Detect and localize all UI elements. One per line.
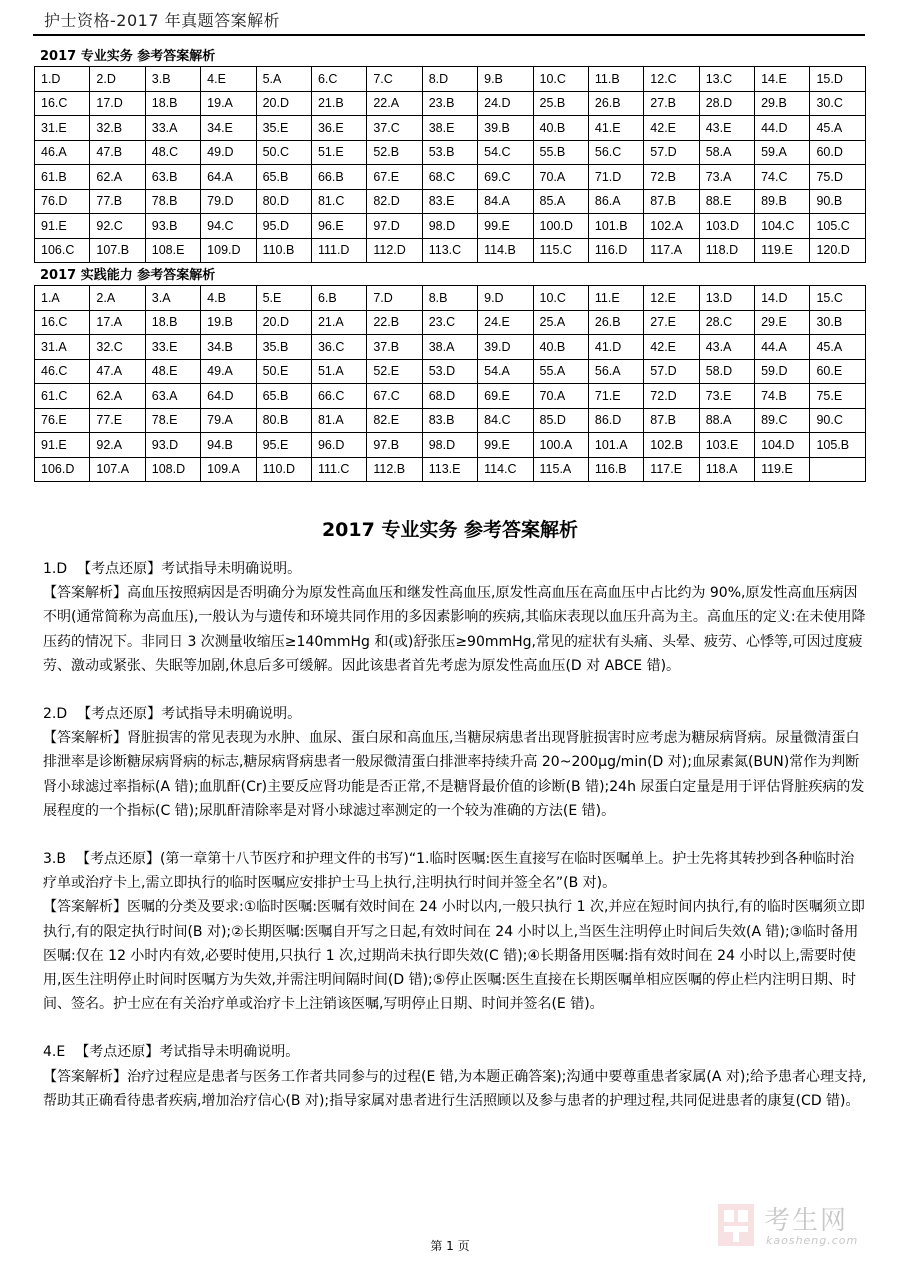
answer-cell: 54.A bbox=[478, 359, 533, 384]
entry-origin: 【考点还原】考试指导未明确说明。 bbox=[77, 706, 302, 723]
answer-cell: 67.E bbox=[367, 165, 422, 190]
answer-cell: 42.E bbox=[644, 335, 699, 360]
answer-cell: 15.C bbox=[810, 286, 866, 311]
answer-cell: 82.E bbox=[367, 408, 422, 433]
answer-cell: 36.C bbox=[311, 335, 366, 360]
entry-analysis: 【答案解析】医嘱的分类及要求:①临时医嘱:医嘱有效时间在 24 小时以内,一般只执行 1 次,并应在短时间内执行,有的临时医嘱须立即执行,有的限定执行时间(B 对);②长期医嘱:医嘱自开写之日起,有效时间在 24 小时以上,当医生注明停止时间后失效(A 错);③临时备用医嘱:仅在 12 小时内有效,必要时使用,只执行 1 次,过期尚未执行即失效(C 错);④长期备用医嘱:指有效时间在 24 小时以上,需要时使用,医生注明停止时间时医嘱方为失效,并需注明间隔时间(D 错);⑤停止医嘱:医生直接在长期医嘱单相应医嘱的停止栏内注明日期、时间、签名。护士应在有关治疗单或治疗卡上注销该医嘱,写明停止日期、时间并签名(E 错)。 bbox=[43, 899, 865, 1013]
answer-cell: 49.A bbox=[201, 359, 256, 384]
answer-cell: 31.A bbox=[35, 335, 90, 360]
answer-cell: 97.B bbox=[367, 433, 422, 458]
answer-cell: 57.D bbox=[644, 359, 699, 384]
answer-cell: 119.E bbox=[755, 457, 810, 482]
answer-cell: 34.E bbox=[201, 116, 256, 141]
answer-cell: 11.E bbox=[588, 286, 643, 311]
table-2-heading: 2017 实践能力 参考答案解析 bbox=[40, 268, 216, 283]
answer-cell: 86.D bbox=[588, 408, 643, 433]
answer-cell: 105.B bbox=[810, 433, 866, 458]
document-header-title: 护士资格-2017 年真题答案解析 bbox=[44, 11, 281, 30]
answer-cell: 4.E bbox=[201, 67, 256, 92]
entry-label: 4.E bbox=[43, 1044, 66, 1061]
answer-cell: 51.E bbox=[311, 140, 366, 165]
entry-origin-line bbox=[43, 1040, 867, 1064]
answer-cell: 59.D bbox=[755, 359, 810, 384]
answer-cell: 91.E bbox=[35, 214, 90, 239]
answer-cell: 1.D bbox=[35, 67, 90, 92]
answer-cell: 88.A bbox=[699, 408, 754, 433]
table-row bbox=[35, 67, 866, 92]
answer-cell: 18.B bbox=[145, 91, 200, 116]
answer-cell: 5.A bbox=[256, 67, 311, 92]
answer-cell: 28.D bbox=[699, 91, 754, 116]
answer-cell: 72.B bbox=[644, 165, 699, 190]
answer-cell: 49.D bbox=[201, 140, 256, 165]
answer-cell: 86.A bbox=[588, 189, 643, 214]
answer-cell: 65.B bbox=[256, 384, 311, 409]
answer-cell: 50.E bbox=[256, 359, 311, 384]
answer-cell: 102.B bbox=[644, 433, 699, 458]
table-row bbox=[35, 335, 866, 360]
answer-cell: 110.D bbox=[256, 457, 311, 482]
answer-cell: 77.B bbox=[90, 189, 145, 214]
answer-cell: 120.D bbox=[810, 238, 866, 263]
answer-cell: 9.D bbox=[478, 286, 533, 311]
answer-cell: 23.B bbox=[422, 91, 477, 116]
answer-cell: 78.B bbox=[145, 189, 200, 214]
answer-cell: 89.B bbox=[755, 189, 810, 214]
answer-cell: 71.E bbox=[588, 384, 643, 409]
answer-cell: 115.A bbox=[533, 457, 588, 482]
answer-cell: 52.E bbox=[367, 359, 422, 384]
answer-cell: 84.C bbox=[478, 408, 533, 433]
answer-cell: 42.E bbox=[644, 116, 699, 141]
explanation-entry-1 bbox=[43, 557, 867, 678]
answer-cell: 79.A bbox=[201, 408, 256, 433]
answer-cell: 76.E bbox=[35, 408, 90, 433]
answer-cell: 4.B bbox=[201, 286, 256, 311]
answer-cell: 111.C bbox=[311, 457, 366, 482]
answer-cell: 50.C bbox=[256, 140, 311, 165]
answer-cell: 22.A bbox=[367, 91, 422, 116]
answer-cell: 96.E bbox=[311, 214, 366, 239]
answer-cell: 47.B bbox=[90, 140, 145, 165]
answer-cell: 74.B bbox=[755, 384, 810, 409]
answer-cell: 28.C bbox=[699, 310, 754, 335]
answer-cell: 47.A bbox=[90, 359, 145, 384]
answer-cell: 89.C bbox=[755, 408, 810, 433]
answer-cell: 104.C bbox=[755, 214, 810, 239]
table-row bbox=[35, 165, 866, 190]
answer-table-professional-practice bbox=[34, 66, 866, 263]
answer-cell: 16.C bbox=[35, 91, 90, 116]
answer-cell: 84.A bbox=[478, 189, 533, 214]
table-row bbox=[35, 286, 866, 311]
watermark bbox=[716, 1200, 886, 1256]
explanation-entry-3 bbox=[43, 847, 867, 1016]
answer-cell: 80.B bbox=[256, 408, 311, 433]
answer-cell: 14.E bbox=[755, 67, 810, 92]
table-row bbox=[35, 359, 866, 384]
answer-cell: 112.D bbox=[367, 238, 422, 263]
table-row bbox=[35, 408, 866, 433]
answer-cell: 72.D bbox=[644, 384, 699, 409]
answer-cell: 39.B bbox=[478, 116, 533, 141]
answer-cell: 27.B bbox=[644, 91, 699, 116]
entry-origin: 【考点还原】考试指导未明确说明。 bbox=[75, 1044, 300, 1061]
answer-cell: 98.D bbox=[422, 214, 477, 239]
answer-cell: 60.E bbox=[810, 359, 866, 384]
answer-cell: 87.B bbox=[644, 189, 699, 214]
answer-cell: 21.B bbox=[311, 91, 366, 116]
answer-cell: 83.E bbox=[422, 189, 477, 214]
answer-cell: 40.B bbox=[533, 116, 588, 141]
section-title: 2017 专业实务 参考答案解析 bbox=[321, 519, 579, 541]
answer-cell: 14.D bbox=[755, 286, 810, 311]
entry-analysis: 【答案解析】高血压按照病因是否明确分为原发性高血压和继发性高血压,原发性高血压在高血压中占比约为 90%,原发性高血压病因不明(通常简称为高血压),一般认为与遗传和环境共同作用的多因素影响的疾病,其临床表现以血压升高为主。高血压的定义:在未使用降压药的情况下。非同日 3 次测量收缩压≥140mmHg 和(或)舒张压≥90mmHg,常见的症状有头痛、头晕、疲劳、心悸等,可因过度疲劳、激动或紧张、失眠等加剧,休息后多可缓解。因此该患者首先考虑为原发性高血压(D 对 ABCE 错)。 bbox=[43, 585, 866, 674]
answer-cell: 117.E bbox=[644, 457, 699, 482]
watermark-subtext: kaosheng.com bbox=[766, 1234, 859, 1247]
answer-cell: 53.D bbox=[422, 359, 477, 384]
answer-cell: 3.A bbox=[145, 286, 200, 311]
answer-cell: 37.C bbox=[367, 116, 422, 141]
answer-cell: 103.E bbox=[699, 433, 754, 458]
answer-cell: 17.D bbox=[90, 91, 145, 116]
answer-cell: 82.D bbox=[367, 189, 422, 214]
answer-cell: 96.D bbox=[311, 433, 366, 458]
answer-cell: 83.B bbox=[422, 408, 477, 433]
watermark-logo-icon bbox=[716, 1202, 756, 1248]
answer-cell: 102.A bbox=[644, 214, 699, 239]
answer-cell: 13.D bbox=[699, 286, 754, 311]
answer-cell: 101.A bbox=[588, 433, 643, 458]
answer-cell: 64.D bbox=[201, 384, 256, 409]
entry-origin-line bbox=[43, 702, 867, 726]
answer-cell: 19.A bbox=[201, 91, 256, 116]
answer-cell: 46.A bbox=[35, 140, 90, 165]
answer-cell: 118.D bbox=[699, 238, 754, 263]
answer-cell: 33.E bbox=[145, 335, 200, 360]
answer-cell: 20.D bbox=[256, 310, 311, 335]
answer-cell: 11.B bbox=[588, 67, 643, 92]
answer-cell: 56.C bbox=[588, 140, 643, 165]
answer-cell: 8.B bbox=[422, 286, 477, 311]
answer-cell: 87.B bbox=[644, 408, 699, 433]
answer-cell: 93.B bbox=[145, 214, 200, 239]
answer-cell: 2.A bbox=[90, 286, 145, 311]
answer-cell: 62.A bbox=[90, 165, 145, 190]
answer-cell: 71.D bbox=[588, 165, 643, 190]
answer-cell: 69.C bbox=[478, 165, 533, 190]
answer-cell: 18.B bbox=[145, 310, 200, 335]
table-row bbox=[35, 189, 866, 214]
answer-cell: 22.B bbox=[367, 310, 422, 335]
table-row bbox=[35, 140, 866, 165]
answer-cell: 61.C bbox=[35, 384, 90, 409]
answer-cell: 79.D bbox=[201, 189, 256, 214]
answer-cell: 62.A bbox=[90, 384, 145, 409]
answer-cell: 6.C bbox=[311, 67, 366, 92]
answer-cell: 90.C bbox=[810, 408, 866, 433]
answer-cell: 54.C bbox=[478, 140, 533, 165]
answer-cell: 39.D bbox=[478, 335, 533, 360]
answer-cell: 69.E bbox=[478, 384, 533, 409]
answer-cell: 63.B bbox=[145, 165, 200, 190]
answer-cell: 105.C bbox=[810, 214, 866, 239]
answer-cell: 92.C bbox=[90, 214, 145, 239]
answer-cell: 75.D bbox=[810, 165, 866, 190]
answer-cell: 12.E bbox=[644, 286, 699, 311]
answer-cell: 85.A bbox=[533, 189, 588, 214]
answer-cell: 100.D bbox=[533, 214, 588, 239]
answer-cell: 23.C bbox=[422, 310, 477, 335]
table-row bbox=[35, 433, 866, 458]
answer-cell: 116.D bbox=[588, 238, 643, 263]
answer-cell: 55.B bbox=[533, 140, 588, 165]
answer-cell: 70.A bbox=[533, 384, 588, 409]
answer-cell: 107.A bbox=[90, 457, 145, 482]
explanation-entry-2 bbox=[43, 702, 867, 823]
entry-origin: 【考点还原】(第一章第十八节医疗和护理文件的书写)“1.临时医嘱:医生直接写在临时医嘱单上。护士先将其转抄到各种临时治疗单或治疗卡上,需立即执行的临时医嘱应安排护士马上执行,注明执行时间并签全名”(B 对)。 bbox=[43, 851, 855, 892]
answer-cell: 35.E bbox=[256, 116, 311, 141]
answer-cell: 73.E bbox=[699, 384, 754, 409]
answer-cell: 65.B bbox=[256, 165, 311, 190]
answer-cell: 3.B bbox=[145, 67, 200, 92]
answer-cell: 99.E bbox=[478, 214, 533, 239]
answer-cell: 80.D bbox=[256, 189, 311, 214]
answer-cell: 17.A bbox=[90, 310, 145, 335]
answer-cell: 34.B bbox=[201, 335, 256, 360]
answer-cell: 33.A bbox=[145, 116, 200, 141]
answer-cell: 90.B bbox=[810, 189, 866, 214]
answer-cell: 6.B bbox=[311, 286, 366, 311]
answer-cell: 21.A bbox=[311, 310, 366, 335]
answer-cell: 106.D bbox=[35, 457, 90, 482]
answer-cell: 97.D bbox=[367, 214, 422, 239]
answer-cell: 114.C bbox=[478, 457, 533, 482]
answer-cell: 81.A bbox=[311, 408, 366, 433]
answer-cell: 45.A bbox=[810, 335, 866, 360]
answer-cell: 118.A bbox=[699, 457, 754, 482]
header-divider bbox=[33, 34, 865, 36]
answer-cell: 70.A bbox=[533, 165, 588, 190]
answer-cell: 24.D bbox=[478, 91, 533, 116]
answer-cell: 111.D bbox=[311, 238, 366, 263]
answer-cell: 104.D bbox=[755, 433, 810, 458]
answer-cell: 41.D bbox=[588, 335, 643, 360]
answer-cell: 56.A bbox=[588, 359, 643, 384]
answer-cell: 10.C bbox=[533, 286, 588, 311]
answer-cell: 88.E bbox=[699, 189, 754, 214]
answer-cell: 2.D bbox=[90, 67, 145, 92]
answer-cell: 16.C bbox=[35, 310, 90, 335]
answer-cell: 57.D bbox=[644, 140, 699, 165]
entry-origin: 【考点还原】考试指导未明确说明。 bbox=[77, 561, 302, 577]
answer-cell: 53.B bbox=[422, 140, 477, 165]
answer-cell: 66.B bbox=[311, 165, 366, 190]
answer-cell: 68.C bbox=[422, 165, 477, 190]
entry-origin-line bbox=[43, 557, 867, 581]
answer-explanations bbox=[43, 557, 867, 1113]
answer-cell: 37.B bbox=[367, 335, 422, 360]
answer-cell: 103.D bbox=[699, 214, 754, 239]
entry-label: 3.B bbox=[43, 851, 66, 868]
answer-cell: 52.B bbox=[367, 140, 422, 165]
answer-cell: 85.D bbox=[533, 408, 588, 433]
answer-cell: 101.B bbox=[588, 214, 643, 239]
answer-cell: 107.B bbox=[90, 238, 145, 263]
answer-cell: 58.A bbox=[699, 140, 754, 165]
answer-cell: 73.A bbox=[699, 165, 754, 190]
answer-cell: 60.D bbox=[810, 140, 866, 165]
answer-cell: 44.A bbox=[755, 335, 810, 360]
answer-cell: 41.E bbox=[588, 116, 643, 141]
answer-cell: 117.A bbox=[644, 238, 699, 263]
answer-cell: 51.A bbox=[311, 359, 366, 384]
entry-label: 1.D bbox=[43, 561, 68, 577]
answer-cell: 58.D bbox=[699, 359, 754, 384]
table-row bbox=[35, 457, 866, 482]
entry-label: 2.D bbox=[43, 706, 68, 723]
answer-cell: 20.D bbox=[256, 91, 311, 116]
answer-cell: 59.A bbox=[755, 140, 810, 165]
answer-cell: 93.D bbox=[145, 433, 200, 458]
answer-cell: 44.D bbox=[755, 116, 810, 141]
answer-cell: 48.C bbox=[145, 140, 200, 165]
table-row bbox=[35, 384, 866, 409]
answer-cell: 1.A bbox=[35, 286, 90, 311]
answer-cell: 25.B bbox=[533, 91, 588, 116]
answer-cell bbox=[810, 457, 866, 482]
answer-cell: 74.C bbox=[755, 165, 810, 190]
answer-cell: 43.A bbox=[699, 335, 754, 360]
answer-cell: 29.B bbox=[755, 91, 810, 116]
answer-cell: 94.C bbox=[201, 214, 256, 239]
answer-cell: 95.E bbox=[256, 433, 311, 458]
answer-cell: 64.A bbox=[201, 165, 256, 190]
answer-cell: 68.D bbox=[422, 384, 477, 409]
answer-cell: 114.B bbox=[478, 238, 533, 263]
answer-cell: 61.B bbox=[35, 165, 90, 190]
answer-cell: 19.B bbox=[201, 310, 256, 335]
answer-cell: 48.E bbox=[145, 359, 200, 384]
answer-cell: 30.B bbox=[810, 310, 866, 335]
answer-cell: 108.D bbox=[145, 457, 200, 482]
answer-cell: 99.E bbox=[478, 433, 533, 458]
answer-cell: 26.B bbox=[588, 91, 643, 116]
answer-cell: 38.E bbox=[422, 116, 477, 141]
answer-cell: 38.A bbox=[422, 335, 477, 360]
answer-cell: 75.E bbox=[810, 384, 866, 409]
answer-cell: 76.D bbox=[35, 189, 90, 214]
page-number: 第 1 页 bbox=[430, 1239, 470, 1253]
answer-cell: 32.C bbox=[90, 335, 145, 360]
answer-cell: 78.E bbox=[145, 408, 200, 433]
answer-cell: 108.E bbox=[145, 238, 200, 263]
answer-cell: 43.E bbox=[699, 116, 754, 141]
table-1-heading: 2017 专业实务 参考答案解析 bbox=[40, 49, 216, 64]
answer-cell: 91.E bbox=[35, 433, 90, 458]
answer-cell: 13.C bbox=[699, 67, 754, 92]
answer-cell: 12.C bbox=[644, 67, 699, 92]
answer-cell: 110.B bbox=[256, 238, 311, 263]
answer-cell: 9.B bbox=[478, 67, 533, 92]
entry-analysis: 【答案解析】治疗过程应是患者与医务工作者共同参与的过程(E 错,为本题正确答案);沟通中要尊重患者家属(A 对);给予患者心理支持,帮助其正确看待患者疾病,增加治疗信心(B 对);指导家属对患者进行生活照顾以及参与患者的护理过程,共同促进患者的康复(CD 错)。 bbox=[43, 1068, 867, 1109]
answer-cell: 27.E bbox=[644, 310, 699, 335]
answer-cell: 30.C bbox=[810, 91, 866, 116]
answer-cell: 7.C bbox=[367, 67, 422, 92]
answer-cell: 32.B bbox=[90, 116, 145, 141]
answer-cell: 46.C bbox=[35, 359, 90, 384]
answer-cell: 115.C bbox=[533, 238, 588, 263]
answer-cell: 81.C bbox=[311, 189, 366, 214]
answer-cell: 66.C bbox=[311, 384, 366, 409]
answer-cell: 31.E bbox=[35, 116, 90, 141]
answer-cell: 109.D bbox=[201, 238, 256, 263]
answer-cell: 113.E bbox=[422, 457, 477, 482]
watermark-text: 考生网 bbox=[764, 1206, 849, 1236]
answer-cell: 113.C bbox=[422, 238, 477, 263]
answer-cell: 29.E bbox=[755, 310, 810, 335]
answer-cell: 106.C bbox=[35, 238, 90, 263]
answer-cell: 112.B bbox=[367, 457, 422, 482]
answer-cell: 15.D bbox=[810, 67, 866, 92]
table-row bbox=[35, 310, 866, 335]
entry-analysis: 【答案解析】肾脏损害的常见表现为水肿、血尿、蛋白尿和高血压,当糖尿病患者出现肾脏损害时应考虑为糖尿病肾病。尿量微清蛋白排泄率是诊断糖尿病肾病的标志,糖尿病肾病患者一般尿微清蛋白排泄率持续升高 20~200μg/min(D 对);血尿素氮(BUN)常作为判断肾小球滤过率指标(A 错);血肌酐(Cr)主要反应肾功能是否正常,不是糖肾最价值的诊断(B 错);24h 尿蛋白定量是用于评估肾脏疾病的发展程度的一个指标(C 错);尿肌酐清除率是对肾小球滤过率测定的一个较为准确的方法(E 错)。 bbox=[43, 730, 865, 819]
answer-cell: 40.B bbox=[533, 335, 588, 360]
answer-cell: 26.B bbox=[588, 310, 643, 335]
table-row bbox=[35, 238, 866, 263]
answer-cell: 45.A bbox=[810, 116, 866, 141]
entry-origin-line bbox=[43, 847, 867, 895]
answer-cell: 5.E bbox=[256, 286, 311, 311]
answer-table-practical-ability bbox=[34, 285, 866, 482]
answer-cell: 119.E bbox=[755, 238, 810, 263]
explanation-entry-4 bbox=[43, 1040, 867, 1113]
answer-cell: 98.D bbox=[422, 433, 477, 458]
answer-cell: 55.A bbox=[533, 359, 588, 384]
answer-cell: 63.A bbox=[145, 384, 200, 409]
answer-cell: 100.A bbox=[533, 433, 588, 458]
answer-cell: 92.A bbox=[90, 433, 145, 458]
answer-cell: 10.C bbox=[533, 67, 588, 92]
answer-cell: 94.B bbox=[201, 433, 256, 458]
answer-cell: 35.B bbox=[256, 335, 311, 360]
answer-cell: 67.C bbox=[367, 384, 422, 409]
table-row bbox=[35, 91, 866, 116]
answer-cell: 36.E bbox=[311, 116, 366, 141]
answer-cell: 8.D bbox=[422, 67, 477, 92]
answer-cell: 25.A bbox=[533, 310, 588, 335]
answer-cell: 116.B bbox=[588, 457, 643, 482]
answer-cell: 77.E bbox=[90, 408, 145, 433]
table-row bbox=[35, 214, 866, 239]
answer-cell: 109.A bbox=[201, 457, 256, 482]
answer-cell: 24.E bbox=[478, 310, 533, 335]
answer-cell: 7.D bbox=[367, 286, 422, 311]
answer-cell: 95.D bbox=[256, 214, 311, 239]
table-row bbox=[35, 116, 866, 141]
